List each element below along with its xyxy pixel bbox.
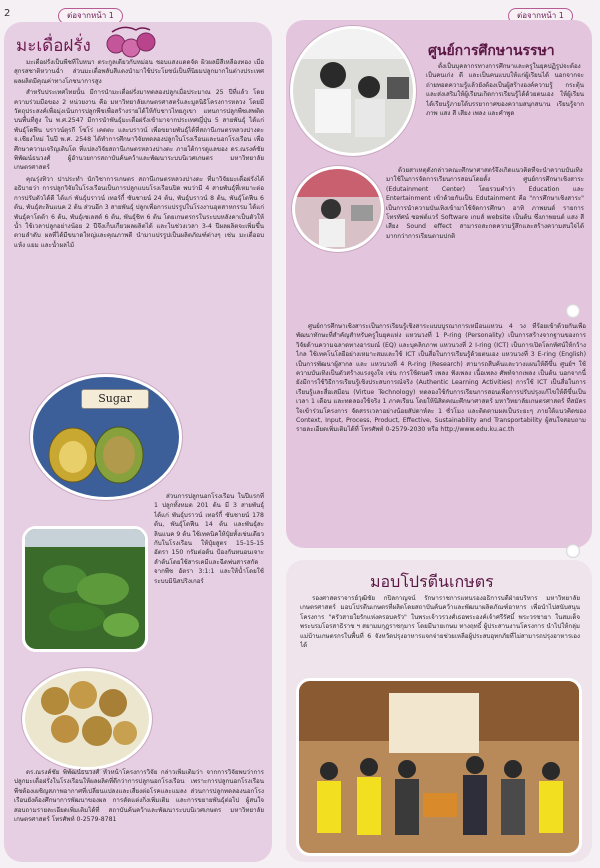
binder-hole-bottom	[566, 544, 580, 558]
edutainment-title: ศูนย์การศึกษานรรษา	[428, 43, 555, 59]
protein-paragraph-1: รองศาสตราจารย์วุฒิชัย กปิลกาญจน์ รักษาราชการแทนรองอธิการบดีฝ่ายบริหาร มหาวิทยาลัยเกษตรศาสตร์ มอบโปรตีนเกษตรที่ผลิตโดยสถาบันค้นคว้าและพัฒนาผลิตภัณฑ์อาหาร เพื่อนำไปสนับสนุนโครงการ "ครัวสายใยรักแห่งครอบครัว" ในพระเจ้าวรวงศ์เธอพระองค์เจ้าศรีรัศมิ์ พระวรชายา ในสมเด็จพระบรมโอรสาธิราช ฯ สยามมกุฎราชกุมาร โดยมีนายเกษม ทางฤทธิ์ ผู้ประสานงานโครงการ นำไปให้กลุ่มแม่บ้านเกษตรกรในพื้นที่ 6 จังหวัดปรุงอาหารแจกจ่ายช่วยเหลือผู้ประสบอุทกภัยที่ไม่สามารถปรุงอาหารเองได้	[300, 595, 580, 650]
fig-paragraph-2: สำหรับประเทศไทยนั้น มีการนำมะเดื่อฝรั่งมาทดลองปลูกเมื่อประมาณ 25 ปีที่แล้ว โดยความร่วมมือของ 2 หน่วยงาน คือ มหาวิทยาลัยเกษตรศาสตร์และมูลนิธิโครงการหลวง โดยมีวัตถุประสงค์เพื่อมุ่งเน้นการปลูกพืชเพื่อสร้างรายได้ให้กับชาวไทยภูเขา แทนการปลูกพืชเสพติดบนพื้นที่สูง ใน พ.ศ.2547 มีการนำพันธุ์มะเดื่อฝรั่งเข้ามาจากประเทศญี่ปุ่น 5 สายพันธุ์ ได้แก่ พันธุ์โดฟีน บราวน์ตุรกี โซโร่ เคดตะ และบราวน์ เพื่อขยายพันธุ์ได้ที่สถานีเกษตรหลวงปางดะ จ.เชียงใหม่ ในปี พ.ศ. 2548 ได้ทำการศึกษาวิจัยทดลองปลูกในโรงเรือนและนอกโรงเรือน เพื่อศึกษาความเจริญเติบโต ที่แปลงวิจัยสถานีเกษตรหลวงปางดะ ภายใต้การดูแลของ ดร.ณรงค์ชัย พิพัฒน์ธนวงศ์ ผู้อำนวยการสถาบันค้นคว้าและพัฒนาระบบนิเวศเกษตร มหาวิทยาลัยเกษตรศาสตร์	[14, 89, 264, 172]
group-photo-icon	[299, 681, 579, 853]
sugar-fig-photo	[30, 374, 182, 500]
edutainment-paragraph-3: ศูนย์การศึกษาเชิงสาระเป็นการเรียนรู้เชิงสาระแบบบูรณาการเหมือนแหวน 4 วง ที่ร้อยเข้าด้วยกันเพื่อพัฒนาทักษะที่สำคัญสำหรับครูในยุคแห่ง แหวนวงที่ 1 P-ring (Personality) เป็นการสร้างจากฐานของการวิจัยด้านความฉลาดทางอารมณ์ (EQ) และบุคลิกภาพ แหวนวงที่ 2 I-ring (ICT) เป็นการเปิดโลกทัศน์ให้กว้างไกล ใช้เทคโนโลยีอย่างเหมาะสมและใช้ ICT เป็นสื่อในการเรียนรู้ด้วยตนเอง แหวนวงที่ 3 E-ring (English) เป็นการพัฒนาผู้สากล และ แหวนวงที่ 4 R-ring (Research) สามารถสืบค้นและวางแผนให้ดีขึ้น ศูนย์ฯ ใช้ความบันเทิงเป็นตัวสร้างแรงจูงใจ เช่น การใช้ดนตรี เพลง ฟังเพลง เนื้อเพลง ศัพท์จากเพลง เป็นต้น นอกจากนี้ยังมีการใช้วิธีการเรียนรู้เชิงประสบการณ์จริง (Authentic Learning Activities) การใช้ ICT เป็นสื่อในการเรียนรู้และสื่อเสมือน (Virtue Technology) ทดลองใช้กับการเรียนการสอนเพื่อการปรับปรุงแก้ไขให้ดีขึ้นเป็นเวลา 1 เดือน และทดลองใช้จริง 1 ภาคเรียน โดยให้นิสิตคณะศึกษาศาสตร์ มหาวิทยาลัยเกษตรศาสตร์ ที่สมัครใจเข้าร่วมโครงการ จัดสรรเวลาอย่างน้อยสัปดาห์ละ 1 ชั่วโมง และติดตามผลเป็นระยะๆ ภายใต้แนวคิดของ Context, Input, Process, Product, Effective, Sustainability and Transportability ผู้สนใจสอบถามรายละเอียดเพิ่มเติมได้ที่ โทรศัพท์ 0-2579-2030 หรือ http://www.edu.ku.ac.th	[296, 323, 586, 434]
classroom-photo	[292, 166, 384, 252]
fig-fruit-halves-icon	[33, 377, 179, 497]
fig-plant-photo	[22, 526, 148, 652]
leaves-icon	[25, 529, 145, 649]
fig-article-panel	[4, 22, 272, 862]
page-number: 2	[4, 8, 11, 19]
protein-article-panel	[286, 560, 592, 862]
students-computer-photo	[290, 26, 416, 156]
edutainment-body-bottom	[296, 322, 586, 542]
binder-hole-top	[566, 304, 580, 318]
continued-tag-left: ต่อจากหน้า 1	[58, 8, 123, 24]
fig-article-body-bottom	[14, 768, 264, 858]
dried-fig-icon	[25, 671, 149, 767]
students-icon	[293, 29, 413, 153]
sugar-label: Sugar	[81, 389, 149, 409]
fig-fruit-illustration	[102, 24, 158, 60]
fig-article-body-top	[14, 58, 264, 388]
edutainment-paragraph-2: ด้วยสาเหตุดังกล่าวคณะศึกษาศาสตร์จึงเกิดแนวคิดที่จะนำความบันเทิงมาใช้ในการจัดการเรียนการสอนโดยตั้ง ศูนย์การศึกษาเชิงสาระ (Edutainment Center) โดยรวมคำว่า Education และ Entertainment เข้าด้วยกันเป็น Edutainment คือ "การศึกษาเชิงสาระ" เป็นการนำความบันเทิงเข้ามาใช้จัดการศึกษา อาทิ ภาพยนต์ รายการโทรทัศน์ ซอฟต์แวร์ Software เกมส์ website เป็นต้น ซึ่งภาพยนต์ แสง สี เสียง Sound effect สามารถสะกดความรู้สึกและสร้างความสนใจได้มากกว่าการเรียนตามปกติ	[386, 167, 584, 240]
fig-paragraph-3: คุณรุ่งทิวา ปาประทำ นักวิชาการเกษตร สถานีเกษตรหลวงปางดะ ที่มาวิจัยมะเดื่อฝรั่งได้อธิบายว่า การปลูกวิจัยในโรงเรือนเป็นการปลูกแบบโรงเรือนปิด พบว่ามี 4 สายพันธุ์ที่เหมาะต่อการปรับตัวได้ดี ได้แก่ พันธุ์บราวน์ เทอร์กี้ ซันชายน์ 24 ต้น, พันธุ์บราวน์ 8 ต้น, พันธุ์โดฟีน 6 ต้น, พันธุ์สะลินแนค 2 ต้น ส่วนอีก 3 สายพันธุ์ ปลูกเพื่อการแปรรูปในโรงงานอุตสาหกรรม ได้แก่ พันธุ์คาโดต้า 6 ต้น, พันธุ์เซเลสต์ 6 ต้น, พันธุ์ชิท 6 ต้น โดยเกษตรกรในระบบหลังคาเป็นตัวให้น้ำ ใช้เวลาปลูกอย่างน้อย 2 ปีจึงเก็บเกี่ยวผลผลิตได้ และในช่วงเวลา 3-4 ปีผลผลิตจะเพิ่มขึ้นตามลำดับ ผลที่ได้มีขนาดใหญ่และคุณภาพดี นำมาแปรรูปเป็นผลิตภัณฑ์ต่างๆ เช่น มะเดื่ออบแห้ง แยม และน้ำผลไม้	[14, 175, 264, 249]
dried-figs-photo	[22, 668, 152, 770]
edutainment-article-panel	[286, 20, 592, 548]
fig-article-title: มะเดื่อฝรั่ง	[16, 36, 91, 56]
protein-title: มอบโปรตีนเกษตร	[370, 572, 494, 591]
protein-body	[300, 594, 580, 674]
continued-tag-right: ต่อจากหน้า 1	[508, 8, 573, 24]
teacher-icon	[295, 169, 381, 249]
fig-paragraph-4: ส่วนการปลูกนอกโรงเรือน ในปีแรกที่ 1 ปลูกทั้งหมด 201 ต้น มี 3 สายพันธุ์ ได้แก่ พันธุ์บราวน์ เทอร์กี้ ซันชายน์ 178 ต้น, พันธุ์โดฟีน 14 ต้น และพันธุ์สะลินแนค 9 ต้น ใช้เทคนิคให้ปุ๋ยทั้งเช่นเดียวกับในโรงเรือน ให้ปุ๋ยสูตร 15-15-15 อัตรา 150 กรัมต่อต้น ป้องกันหนอนเจาะลำต้นโดยใช้สารเคมีและฉีดพ่นสารสกัดจากพืช อัตรา 3:1:1 และให้น้ำโดยใช้ระบบมินิสปริงเกอร์	[154, 493, 264, 585]
edutainment-paragraph-1: ตั้งเป็นบุคลากรทางการศึกษาและครูในยุคปฏิรูปจะต้องเป็นคนเก่ง ดี และเป็นคนแบบให้แก่ผู้เรียนได้ นอกจากจะถ่ายทอดความรู้แล้วยังต้องเป็นผู้สร้างองค์ความรู้ กระตุ้น และส่งเสริมให้ผู้เรียนเกิดการเรียนรู้ได้ด้วยตนเอง ให้ผู้เรียนได้เรียนรู้ภายใต้บรรยากาศของความสนุกสนาน เรียนรู้จากภาพ แสง สี เสียง เพลง และคำพูด	[426, 63, 584, 118]
edutainment-body-middle	[386, 166, 584, 316]
fig-paragraph-1: มะเดื่อฝรั่งเป็นพืชที่ใบหนา ตระกูลเดียวกับหม่อน ชอบแสงแดดจัด ผิวผลมีสีเหลืองทอง เมื่อสุกรสชาติหวานฉ่ำ ส่วนมะเดื่อพลับสีแดงนำมาใช้ประโยชน์เป็นที่นิยมปลูกมากในต่างประเทศ ผลผลิตมีคุณค่าทางโภชนาการสูง	[14, 59, 264, 85]
fig-article-body-side	[154, 492, 264, 792]
fig-paragraph-5: ดร.ณรงค์ชัย พิพัฒน์ธนวงศ์ หัวหน้าโครงการวิจัย กล่าวเพิ่มเติมว่า จากการวิจัยพบว่าการปลูกมะเดื่อฝรั่งในโรงเรือนให้ผลผลิตที่ดีกว่าการปลูกนอกโรงเรือน เพราะการปลูกนอกโรงเรือนพืชต้องเผชิญสภาพอากาศที่เปลี่ยนแปลงและเสี่ยงต่อโรคและแมลง ส่วนการปลูกทดลองนอกโรงเรือนยังต้องศึกษาการพัฒนาของผล การตัดแต่งกิ่งเพิ่มเติม และการขยายพันธุ์ต่อไป ผู้สนใจสอบถามรายละเอียดเพิ่มเติมได้ที่ สถาบันค้นคว้าและพัฒนาระบบนิเวศเกษตร มหาวิทยาลัยเกษตรศาสตร์ โทรศัพท์ 0-2579-8781	[14, 769, 264, 824]
edutainment-body-top	[426, 62, 584, 160]
donation-ceremony-photo	[296, 678, 582, 856]
